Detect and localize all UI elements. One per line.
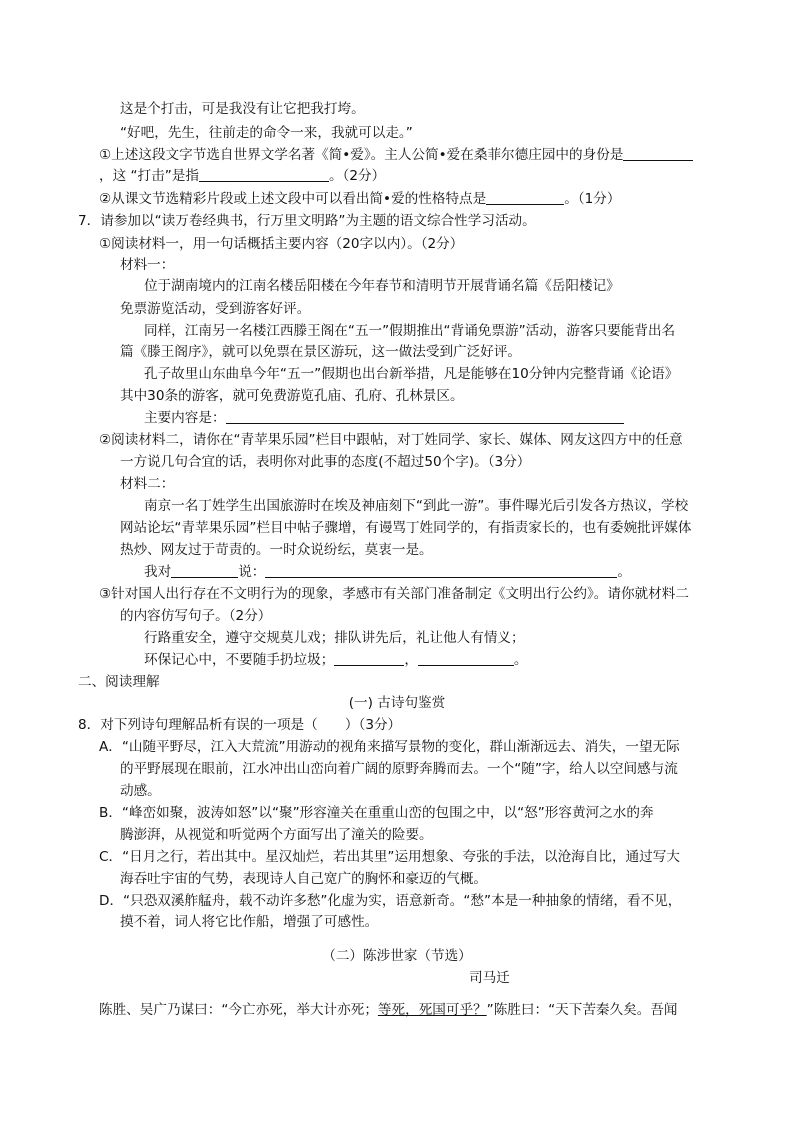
question-6-1-cont — [99, 167, 385, 185]
answer-blank[interactable] — [171, 563, 238, 578]
option-a[interactable]: A．“山随平野尽，江入大荒流”用游动的视角来描写景物的变化，群山渐渐远去、消失，一望无际 — [99, 739, 680, 755]
text-line: 其中30条的游客，就可免费游览孔庙、孔府、孔林景区。 — [120, 388, 464, 404]
text-line: 免票游览活动，受到游客好评。 — [120, 301, 311, 317]
imitation-line — [144, 651, 528, 669]
text-span: 。 — [513, 652, 528, 668]
question-6-1 — [99, 146, 693, 164]
answer-blank[interactable] — [334, 651, 404, 666]
text-span: ，这 “打击”是指 — [99, 168, 199, 184]
text-span: 。（2分） — [328, 168, 386, 184]
text-span: 我对 — [144, 564, 172, 580]
text-line: 动感。 — [120, 783, 161, 799]
option-d[interactable]: D．“只恐双溪舴艋舟，载不动许多愁”化虚为实，语意新奇。“愁”本是一种抽象的情绪，看不见， — [99, 893, 682, 909]
text-span: 主要内容是： — [144, 410, 226, 426]
author: 司马迁 — [469, 970, 510, 986]
question-7-1: ①阅读材料一，用一句话概括主要内容（20字以内）。（2分） — [99, 236, 464, 252]
underlined-text: 等死，死国可乎？ — [377, 1002, 487, 1018]
material-2-label: 材料二： — [120, 476, 175, 492]
text-line: 的内容仿写句子。（2分） — [120, 608, 272, 624]
section-heading: 二、阅读理解 — [78, 674, 160, 690]
text-line: 一方说几句合宜的话，表明你对此事的态度(不超过50个字)。（3分） — [120, 454, 531, 470]
subsection-heading: (一) 古诗句鉴赏 — [348, 695, 446, 711]
text-span: 。（1分） — [564, 191, 621, 207]
reply-line — [144, 563, 631, 581]
answer-blank[interactable] — [486, 190, 564, 205]
main-content-line — [144, 409, 624, 427]
text-line: 南京一名丁姓学生出国旅游时在埃及神庙刻下“到此一游”。事件曝光后引发各方热议，学校 — [144, 498, 689, 514]
text-span: 环保记心中，不要随手扔垃圾； — [144, 652, 335, 668]
question-7: 7．请参加以“读万卷经典书，行万里文明路”为主题的语文综合性学习活动。 — [78, 213, 536, 229]
text-line: 的平野展现在眼前，江水冲出山峦向着广阔的原野奔腾而去。一个“随”字，给人以空间感与流 — [120, 761, 678, 777]
text-line: 摸不着，词人将它比作船，增强了可感性。 — [120, 914, 379, 930]
text-line: 位于湖南境内的江南名楼岳阳楼在今年春节和清明节开展背诵名篇《岳阳楼记》 — [144, 278, 620, 294]
option-c[interactable]: C．“日月之行，若出其中。星汉灿烂，若出其里”运用想象、夸张的手法，以沧海自比，通过写大 — [99, 849, 680, 865]
answer-blank[interactable] — [265, 563, 617, 578]
text-span: 。 — [617, 564, 631, 580]
subsection-heading: （二）陈涉世家（节选） — [322, 948, 472, 964]
answer-blank[interactable] — [226, 409, 624, 424]
text-line: 孔子故里山东曲阜今年“五一”假期也出台新举措，凡是能够在10分钟内完整背诵《论语》 — [144, 366, 679, 382]
text-line: 篇《滕王阁序》，就可以免票在景区游玩，这一做法受到广泛好评。 — [120, 344, 522, 360]
question-6-2 — [99, 190, 620, 208]
text-line: 腾澎湃，从视觉和听觉两个方面写出了潼关的险要。 — [120, 827, 433, 843]
answer-blank[interactable] — [623, 146, 693, 161]
question-7-3: ③针对国人出行存在不文明行为的现象，孝感市有关部门准备制定《文明出行公约》。请你就材料二 — [99, 586, 689, 602]
text-span: ①上述这段文字节选自世界文学名著《简•爱》。主人公简•爱在桑菲尔德庄园中的身份是 — [99, 147, 624, 163]
text-line: 网站论坛“青苹果乐园”栏目中帖子骤增，有谩骂丁姓同学的，有指责家长的，也有委婉批评媒体 — [120, 520, 692, 536]
question-7-2: ②阅读材料二，请你在“青苹果乐园”栏目中跟帖，对丁姓同学、家长、媒体、网友这四方中的任意 — [99, 432, 683, 448]
text-line: “好吧，先生，往前走的命令一来，我就可以走。” — [120, 125, 413, 141]
text-line: 行路重安全，遵守交规莫儿戏；排队讲先后，礼让他人有情义； — [144, 630, 525, 646]
material-1-label: 材料一： — [120, 257, 175, 273]
question-8: 8．对下列诗句理解品析有误的一项是（ ）（3分） — [78, 717, 402, 733]
text-line: 同样，江南另一名楼江西滕王阁在“五一”假期推出“背诵免票游”活动，游客只要能背出名 — [144, 323, 676, 339]
text-span: 说： — [238, 564, 266, 580]
text-line: 这是个打击，可是我没有让它把我打垮。 — [120, 101, 365, 117]
option-b[interactable]: B．“峰峦如聚，波涛如怒”以“聚”形容潼关在重重山峦的包围之中，以“怒”形容黄河之水的奔 — [99, 805, 654, 821]
text-line: 热炒、网友过于苛责的。一时众说纷纭，莫衷一是。 — [120, 542, 433, 558]
passage-line — [99, 1001, 677, 1019]
text-span: ②从课文节选精彩片段或上述文段中可以看出简•爱的性格特点是 — [99, 191, 487, 207]
answer-blank[interactable] — [418, 651, 514, 666]
answer-blank[interactable] — [199, 167, 329, 182]
text-span: ”陈胜曰：“天下苦秦久矣。吾闻 — [486, 1002, 678, 1018]
text-span: ， — [404, 652, 418, 668]
text-span: 陈胜、吴广乃谋曰：“今亡亦死，举大计亦死； — [99, 1002, 378, 1018]
text-line: 海吞吐宇宙的气势，表现诗人自己宽广的胸怀和豪迈的气概。 — [120, 871, 488, 887]
